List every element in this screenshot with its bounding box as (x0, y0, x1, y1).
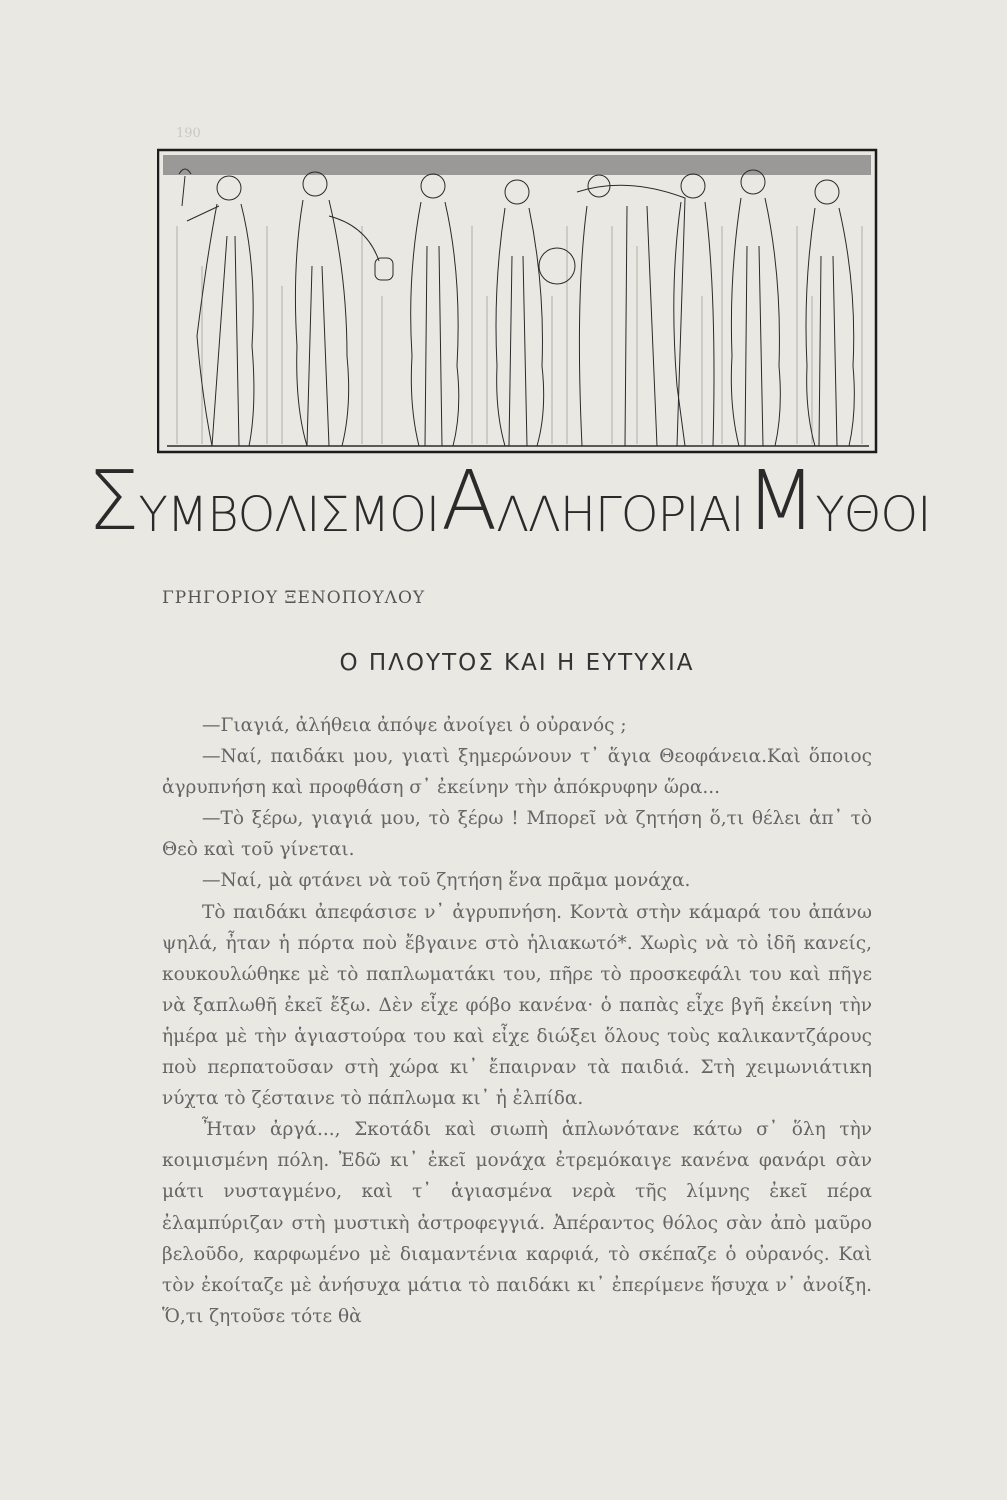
figure-with-mask (295, 172, 393, 446)
header-word-allegoriai: Α ΛΛΗΓΟΡΙΑΙ (441, 454, 744, 549)
paragraph: —Γιαγιά, ἀλήθεια ἀπόψε ἀνοίγει ὁ οὐρανός ; (202, 715, 627, 736)
banner-frame (158, 150, 876, 452)
paragraph: Τὸ παιδάκι ἀπεφάσισε ν᾽ ἀγρυπνήση. Κοντὰ στὴν κάμαρά του ἀπάνω ψηλά, ἦταν ἡ πόρτα ποὺ ἔβγαινε στὸ ἡλιακωτό*. Χωρὶς νὰ τὸ ἰδῆ κανείς, κουκουλώθηκε μὲ τὸ παπλωματάκι του, πῆρε τὸ προσκεφάλι του καὶ πῆγε νὰ ξαπλωθῆ ἐκεῖ ἔξω. Δὲν εἶχε φόβο κανένα· ὁ παπὰς εἶχε βγῆ ἐκείνη τὴν ἡμέρα μὲ τὴν ἁγιαστούρα του καὶ εἶχε διώξει ὅλους τοὺς καλικαντζάρους ποὺ περπατοῦσαν στὴ χώρα κι᾽ ἔπαιρναν τὰ παιδιά. Στὴ χειμωνιάτικη νύχτα τὸ ζέσταινε τὸ πάπλωμα κι᾽ ἡ ἐλπίδα. (162, 901, 872, 1110)
figure-three (411, 174, 459, 446)
figure-eight (806, 180, 854, 446)
figure-with-shield (496, 180, 575, 446)
allegorical-figures-banner (157, 146, 879, 454)
article-body (162, 710, 872, 1332)
paragraph: Ἦταν ἀργά..., Σκοτάδι καὶ σιωπὴ ἁπλωνότανε κάτω σ᾽ ὅλη τὴν κοιμισμένη πόλη. Ἐδῶ κι᾽ ἐκεῖ μονάχα ἐτρεμόκαιγε κανένα φανάρι σὰν μάτι νυσταγμένο, καὶ τ᾽ ἁγιασμένα νερὰ τῆς λίμνης ἐκεῖ πέρα ἐλαμπύριζαν στὴ μυστικὴ ἀστροφεγγιά. Ἀπέραντος θόλος σὰν ἀπὸ μαῦρο βελοῦδο, καρφωμένο μὲ διαμαντένια καρφιά, τὸ σκέπαζε ὁ οὐρανός. Καὶ τὸν ἐκοίταζε μὲ ἀνήσυχα μάτια τὸ παιδάκι κι᾽ ἐπερίμενε ἥσυχα ν᾽ ἀνοίξη. Ὅ,τι ζητοῦσε τότε θὰ (162, 1119, 872, 1327)
banner-frieze-top (163, 155, 871, 175)
header-word-symbolismoi: Σ ΥΜΒΟΛΙΣΜΟΙ (87, 454, 440, 549)
page-number: 190 (176, 126, 201, 141)
header-word-mythoi: Μ ΥΘΟΙ (745, 454, 931, 549)
paragraph: —Ναί, παιδάκι μου, γιατὶ ξημερώνουν τ᾽ ἅγια Θεοφάνεια.Καὶ ὅποιος ἀγρυπνήση καὶ προφθάση σ᾽ ἐκείνην τὴν ἀπόκρυφην ὥρα... (162, 746, 872, 799)
figure-torch-bearer (179, 169, 254, 446)
paragraph: —Ναί, μὰ φτάνει νὰ τοῦ ζητήση ἕνα πρᾶμα μονάχα. (202, 870, 691, 892)
figure-seven (731, 170, 780, 446)
paragraph: —Τὸ ξέρω, γιαγιά μου, τὸ ξέρω ! Μπορεῖ νὰ ζητήση ὅ,τι θέλει ἀπ᾽ τὸ Θεὸ καὶ τοῦ γίνεται. (162, 808, 872, 861)
article-title: Ο ΠΛΟΥΤΟΣ ΚΑΙ Η ΕΥΤΥΧΙΑ (339, 650, 695, 676)
author-byline: ΓΡΗΓΟΡΙΟΥ ΞΕΝΟΠΟΥΛΟΥ (162, 588, 426, 608)
figure-veiled-pair (577, 174, 714, 446)
section-header-title (87, 446, 931, 549)
banner-illustration (157, 146, 879, 454)
banner-figures (167, 169, 869, 446)
